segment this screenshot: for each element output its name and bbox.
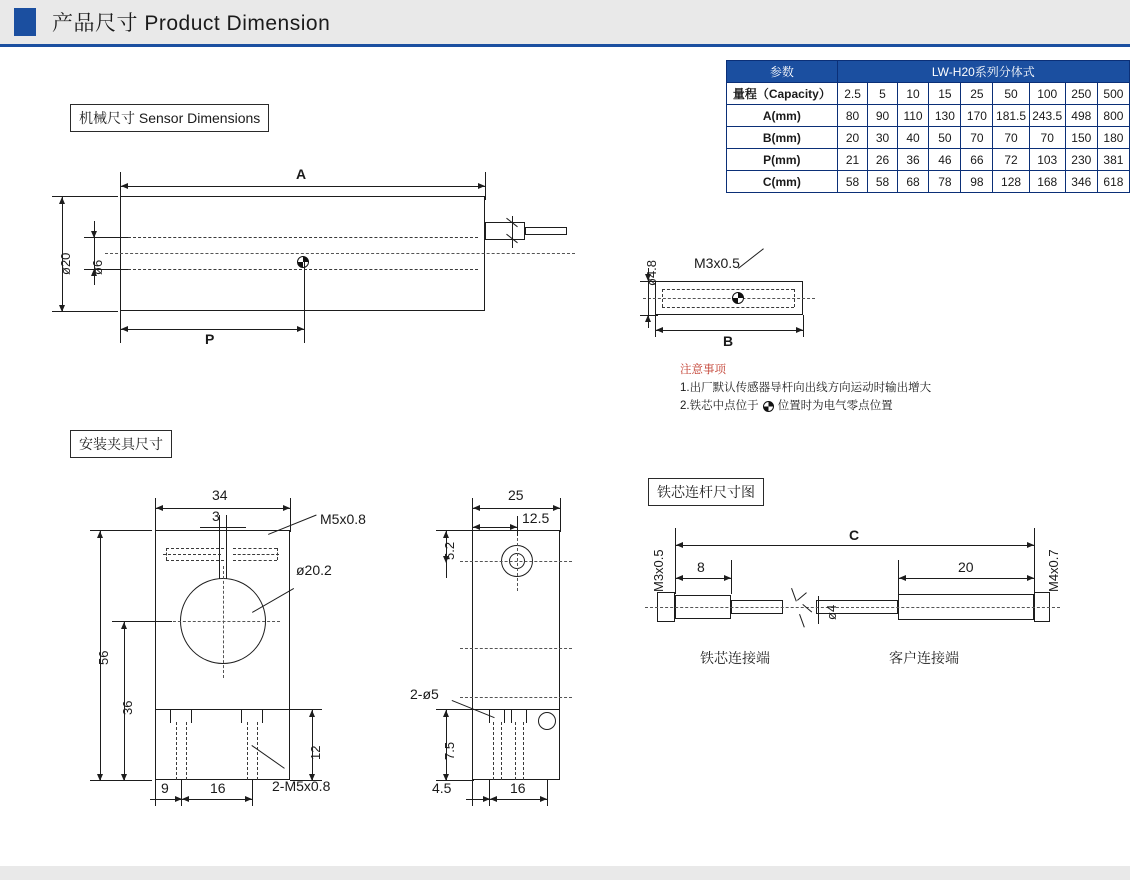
electrical-zero-mark-icon [763,401,774,412]
arrow [156,505,163,511]
electrical-zero-mark-icon [297,256,309,268]
table-header-series: LW-H20系列分体式 [837,61,1129,83]
ext-line [803,315,804,337]
cell: 78 [929,171,961,193]
cell: 36 [897,149,929,171]
arrow [724,575,731,581]
body-bore-right [794,289,795,307]
arrow [309,710,315,717]
cell: 70 [993,127,1029,149]
holes-2d5-label: 2-ø5 [410,686,439,702]
arrow [443,531,449,538]
body-centerline [643,298,815,299]
page-header [0,0,1130,44]
row-label: 量程（Capacity） [727,83,838,105]
arrow [645,315,651,322]
arrow [478,183,485,189]
ext-line [290,709,322,710]
clamp-hole-hidden [247,722,248,780]
table-header-row [727,61,1130,83]
break-line [797,592,807,600]
spec-table [726,60,1130,193]
arrow [473,524,480,530]
header-accent-block [14,8,36,36]
ext-line [304,262,305,343]
cell: 40 [897,127,929,149]
cell: 103 [1029,149,1065,171]
sensor-core-line-top [128,237,478,238]
sensor-connector-neck [485,222,525,240]
cell: 15 [929,83,961,105]
arrow [121,183,128,189]
ext-line [181,780,182,806]
dim-d20-label: ø20 [58,252,73,275]
dim-56-label: 56 [96,650,111,665]
dim-12-label: 12 [308,745,323,760]
arrow [121,774,127,781]
ext-line [655,315,656,337]
dim-34-label: 34 [212,487,228,503]
footer-bar [0,866,1130,880]
clamp-tap-axis [233,554,279,555]
arrow [1027,542,1034,548]
hidden-line [515,722,516,780]
cell: 181.5 [993,105,1029,127]
cell: 80 [837,105,868,127]
clamp-tap-hidden [233,548,277,549]
dim-d202-label: ø20.2 [296,562,332,578]
table-row [727,105,1130,127]
clamp-side-hole-right [538,712,556,730]
dim-16-label: 16 [210,780,226,796]
electrical-zero-mark-icon [732,292,744,304]
dim-75-label: 7.5 [442,741,457,760]
leader-line [268,515,317,535]
clamp-side-centerline-v [517,533,518,591]
ext-line [252,780,253,806]
clamp-tap-hidden [166,548,224,549]
sensor-centerline [105,253,575,254]
ext-line [436,709,474,710]
clamp-side-centerline-1 [460,561,572,562]
arrow [1027,575,1034,581]
cell: 381 [1097,149,1129,171]
arrow [510,524,517,530]
arrow [443,710,449,717]
dim-d6-label: ø6 [90,259,105,275]
sensor-core-line-bottom [128,269,478,270]
break-line [799,614,805,627]
cell: 346 [1065,171,1097,193]
ext-line [290,498,291,532]
dim-d4-label: ø4 [824,604,839,620]
clamp-bore-centerline-v [223,566,224,678]
body-bore-bottom [662,307,794,308]
ext-line [560,498,561,532]
leader-line [738,248,764,268]
notes-line-2 [680,398,931,416]
arrow [490,796,497,802]
ext-line [731,560,732,594]
dim-52-label: 5.2 [442,541,457,560]
cell: 20 [837,127,868,149]
dim-A-label: A [296,166,307,182]
arrow [59,197,65,204]
cell: 130 [929,105,961,127]
ext-line [489,780,490,806]
dim-9-label: 9 [161,780,169,796]
arrow [121,326,128,332]
dim-line-d4 [818,596,819,624]
cell: 68 [897,171,929,193]
ext-line [155,498,156,532]
cell: 230 [1065,149,1097,171]
cell: 10 [897,83,929,105]
cell: 58 [868,171,897,193]
clamp-side-centerline-3 [460,697,572,698]
cell: 46 [929,149,961,171]
dim-line-P [120,329,304,330]
arrow [540,796,547,802]
arrow [283,505,290,511]
dim-25-label: 25 [508,487,524,503]
arrow [91,231,97,238]
clamp-slot-a [170,709,192,723]
cell: 21 [837,149,868,171]
row-label: B(mm) [727,127,838,149]
cell: 150 [1065,127,1097,149]
clamp-hole-hidden [176,722,177,780]
dim-d48-label: ø4.8 [644,259,659,286]
cell: 110 [897,105,929,127]
dim-line-A [120,186,485,187]
row-label: C(mm) [727,171,838,193]
sensor-cable [525,227,567,235]
notes-line-2-pre: 2.铁芯中点位于 [680,399,759,412]
cell: 70 [961,127,993,149]
ext-line [436,530,474,531]
dim-125-label: 12.5 [522,510,550,526]
ext-line [226,515,227,533]
arrow [676,575,683,581]
cell: 58 [837,171,868,193]
arrow [182,796,189,802]
dim-3-label: 3 [212,508,220,524]
notes-line-2-post: 位置时为电气零点位置 [777,399,893,412]
dim-line-8 [675,578,731,579]
cell: 30 [868,127,897,149]
header-divider [0,44,1130,47]
section-label-mounting-clamp: 安装夹具尺寸 [70,430,172,458]
arrow [297,326,304,332]
core-rod-left-label: 铁芯连接端 [700,650,770,666]
cell: 25 [961,83,993,105]
body-bore-top [662,289,794,290]
arrow [175,796,182,802]
arrow [97,774,103,781]
arrow [899,575,906,581]
clamp-bore-centerline-h [168,621,280,622]
arrow [245,796,252,802]
dim-line-16b [489,799,547,800]
table-header-param: 参数 [727,61,838,83]
cell: 250 [1065,83,1097,105]
hidden-line [523,722,524,780]
cell: 128 [993,171,1029,193]
ext-line [547,780,548,806]
dim-16b-label: 16 [510,780,526,796]
arrow [473,505,480,511]
table-row [727,171,1130,193]
cell: 498 [1065,105,1097,127]
dim-8-label: 8 [697,559,705,575]
cell: 50 [993,83,1029,105]
table-row [727,149,1130,171]
notes-title: 注意事项 [680,364,726,376]
clamp-side-slot-b [511,709,527,723]
cell: 50 [929,127,961,149]
dim-line-3 [200,527,246,528]
dim-line-C [675,545,1034,546]
ext-line [472,780,473,806]
dim-45-label: 4.5 [432,780,452,796]
arrow [121,622,127,629]
arrow [553,505,560,511]
cell: 180 [1097,127,1129,149]
row-label: A(mm) [727,105,838,127]
cell: 618 [1097,171,1129,193]
table-row [727,83,1130,105]
clamp-hole-hidden [186,722,187,780]
thread-m4-right-label: M4x0.7 [1046,549,1061,592]
thread-2m5-label: 2-M5x0.8 [272,778,331,794]
clamp-slot-b [241,709,263,723]
rod-centerline [645,607,1060,608]
hidden-line [501,722,502,780]
notes-line-1: 1.出厂默认传感器导杆向出线方向运动时输出增大 [680,381,932,394]
cell: 500 [1097,83,1129,105]
section-label-core-rod: 铁芯连杆尺寸图 [648,478,764,506]
section-label-sensor-dimensions: 机械尺寸 Sensor Dimensions [70,104,269,132]
dim-36-label: 36 [120,700,135,715]
cell: 170 [961,105,993,127]
cell: 2.5 [837,83,868,105]
arrow [483,796,490,802]
row-label: P(mm) [727,149,838,171]
dim-C-label: C [849,527,860,543]
thread-m5-label: M5x0.8 [320,511,366,527]
dim-line-16 [181,799,252,800]
clamp-side-centerline-2 [460,648,572,649]
cell: 66 [961,149,993,171]
ext-line [517,516,518,536]
cell: 800 [1097,105,1129,127]
ext-line [155,780,156,806]
body-bore-left [662,289,663,307]
arrow [796,327,803,333]
thread-m3-left-label: M3x0.5 [651,549,666,592]
cell: 72 [993,149,1029,171]
cell: 98 [961,171,993,193]
table-row [727,127,1130,149]
notes-block [680,362,931,415]
ext-line [485,172,486,200]
arrow [97,531,103,538]
core-rod-right-label: 客户连接端 [889,650,959,666]
dim-line-12 [312,709,313,780]
dim-20-label: 20 [958,559,974,575]
page-title: 产品尺寸 Product Dimension [52,12,331,35]
clamp-tap-hidden [166,560,224,561]
ext-line [1034,560,1035,594]
arrow [676,542,683,548]
hidden-line [493,722,494,780]
cell: 100 [1029,83,1065,105]
cell: 90 [868,105,897,127]
break-line [802,604,812,612]
arrow [59,305,65,312]
dim-line-25 [472,508,560,509]
thread-m3-label: M3x0.5 [694,255,740,271]
break-line [512,216,513,248]
cell: 26 [868,149,897,171]
dim-line-20 [898,578,1034,579]
dim-line-B [655,330,803,331]
cell: 243.5 [1029,105,1065,127]
cell: 5 [868,83,897,105]
arrow [656,327,663,333]
dim-B-label: B [723,333,734,349]
clamp-tap-axis [163,554,221,555]
dim-P-label: P [205,331,215,347]
clamp-tap-hidden [233,560,277,561]
dim-line-34 [155,508,290,509]
cell: 168 [1029,171,1065,193]
cell: 70 [1029,127,1065,149]
